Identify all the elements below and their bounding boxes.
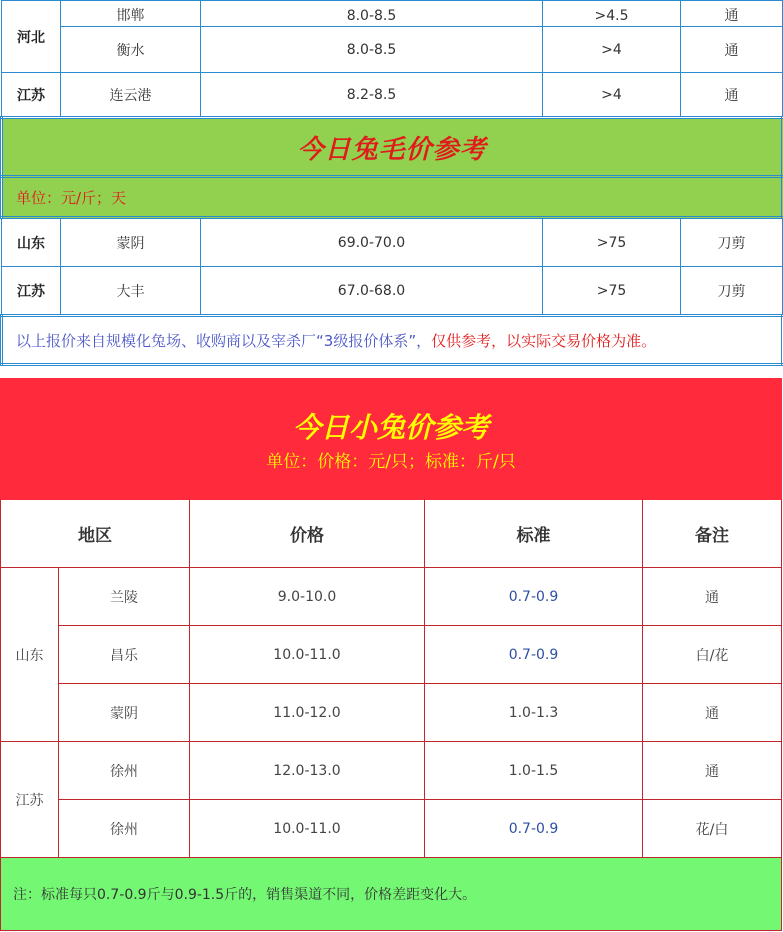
price-cell: 69.0-70.0	[201, 218, 543, 267]
rabbit-fur-price-table	[0, 0, 783, 366]
province-cell: 江苏	[2, 267, 61, 316]
price-cell: 8.0-8.5	[201, 27, 543, 73]
section-title-row	[2, 118, 783, 177]
standard-cell: 1.0-1.3	[425, 684, 643, 742]
province-cell: 河北	[2, 1, 61, 73]
city-cell: 兰陵	[59, 568, 190, 626]
price-cell: 11.0-12.0	[190, 684, 425, 742]
unit-row	[2, 177, 783, 218]
young-rabbit-unit: 单位：价格：元/只；标准：斤/只	[266, 452, 516, 472]
price-cell: 9.0-10.0	[190, 568, 425, 626]
city-cell: 连云港	[61, 73, 201, 118]
table-row	[2, 1, 783, 27]
banner-row	[1, 379, 782, 500]
province-cell: 山东	[2, 218, 61, 267]
remark-cell: 刀剪	[681, 267, 783, 316]
province-cell: 江苏	[2, 73, 61, 118]
young-rabbit-banner	[1, 379, 782, 500]
young-rabbit-price-table	[0, 378, 782, 931]
header-standard: 标准	[425, 500, 643, 568]
rabbit-fur-unit: 单位：元/斤；天	[2, 177, 783, 218]
remark-cell: 白/花	[643, 626, 782, 684]
remark-cell: 通	[643, 684, 782, 742]
remark-cell: 刀剪	[681, 218, 783, 267]
source-note	[2, 316, 783, 365]
young-rabbit-title: 今日小兔价参考	[292, 411, 489, 444]
price-cell: 10.0-11.0	[190, 800, 425, 858]
remark-cell: 通	[681, 1, 783, 27]
standard-cell: 1.0-1.5	[425, 742, 643, 800]
footnote-row	[1, 858, 782, 931]
header-region: 地区	[1, 500, 190, 568]
note-row	[2, 316, 783, 365]
table-row	[1, 684, 782, 742]
price-cell: 67.0-68.0	[201, 267, 543, 316]
table-row	[1, 568, 782, 626]
province-cell: 山东	[1, 568, 59, 742]
price-cell: 8.0-8.5	[201, 1, 543, 27]
remark-cell: 通	[681, 73, 783, 118]
standard-cell: 0.7-0.9	[425, 568, 643, 626]
table-row	[2, 73, 783, 118]
table-row	[2, 267, 783, 316]
province-cell: 江苏	[1, 742, 59, 858]
standard-cell: >75	[543, 267, 681, 316]
remark-cell: 花/白	[643, 800, 782, 858]
table-row	[2, 218, 783, 267]
standard-cell: >75	[543, 218, 681, 267]
footnote: 注：标准每只0.7-0.9斤与0.9-1.5斤的，销售渠道不同，价格差距变化大。	[1, 858, 782, 931]
table-row	[1, 742, 782, 800]
table-row	[1, 800, 782, 858]
table-header-row	[1, 500, 782, 568]
city-cell: 蒙阴	[61, 218, 201, 267]
rabbit-fur-title: 今日兔毛价参考	[2, 118, 783, 177]
remark-cell: 通	[681, 27, 783, 73]
city-cell: 徐州	[59, 800, 190, 858]
city-cell: 衡水	[61, 27, 201, 73]
table-row	[1, 626, 782, 684]
price-cell: 10.0-11.0	[190, 626, 425, 684]
city-cell: 邯郸	[61, 1, 201, 27]
city-cell: 昌乐	[59, 626, 190, 684]
price-cell: 12.0-13.0	[190, 742, 425, 800]
city-cell: 蒙阴	[59, 684, 190, 742]
remark-cell: 通	[643, 742, 782, 800]
standard-cell: 0.7-0.9	[425, 800, 643, 858]
standard-cell: >4	[543, 27, 681, 73]
standard-cell: 0.7-0.9	[425, 626, 643, 684]
header-price: 价格	[190, 500, 425, 568]
source-note-text: 以上报价来自规模化兔场、收购商以及宰杀厂“3级报价体系”，	[16, 331, 432, 350]
standard-cell: >4	[543, 73, 681, 118]
city-cell: 徐州	[59, 742, 190, 800]
table-row	[2, 27, 783, 73]
city-cell: 大丰	[61, 267, 201, 316]
disclaimer-text: 仅供参考，以实际交易价格为准。	[431, 331, 657, 350]
remark-cell: 通	[643, 568, 782, 626]
price-cell: 8.2-8.5	[201, 73, 543, 118]
standard-cell: >4.5	[543, 1, 681, 27]
header-remark: 备注	[643, 500, 782, 568]
